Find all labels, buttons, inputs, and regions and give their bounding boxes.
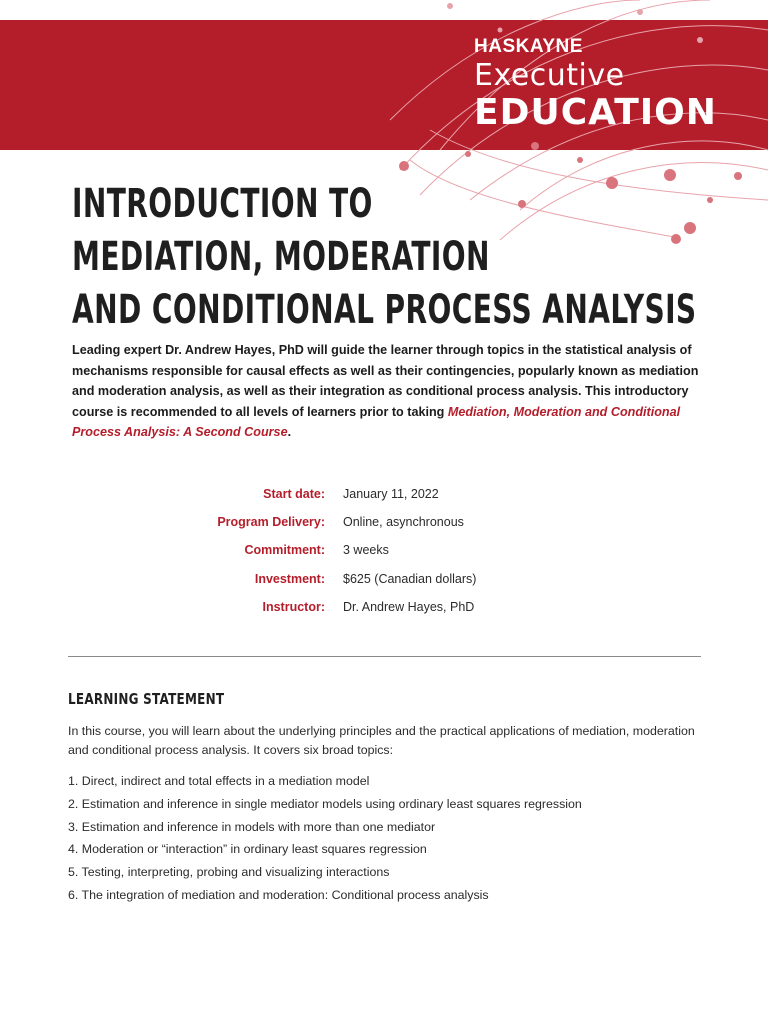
- fact-value: 3 weeks: [343, 543, 389, 558]
- page-title: [72, 178, 697, 337]
- intro-text: Leading expert Dr. Andrew Hayes, PhD will guide the learner through topics in the statistical analysis of mechanisms responsible for causal effects as well as their contingencies, popularly known as mediation and moderation analysis, as well as their integration as conditional process analysis. This introductory course is recommended to all levels of learners prior to taking: [72, 343, 699, 419]
- fact-label: Program Delivery:: [217, 515, 325, 530]
- logo-haskayne: HASKAYNE: [474, 36, 583, 57]
- fact-value: $625 (Canadian dollars): [343, 571, 477, 586]
- fact-label: Commitment:: [244, 543, 325, 558]
- list-item: 6. The integration of mediation and moderation: Conditional process analysis: [68, 887, 489, 902]
- fact-value: January 11, 2022: [343, 487, 439, 502]
- list-item: 4. Moderation or “interaction” in ordinary least squares regression: [68, 842, 427, 857]
- fact-instructor: [150, 593, 650, 621]
- course-facts: [150, 480, 650, 621]
- haskayne-logo: [474, 36, 717, 132]
- title-line: AND CONDITIONAL PROCESS ANALYSIS: [72, 287, 697, 333]
- fact-program-delivery: [150, 508, 650, 536]
- intro-paragraph: [72, 340, 712, 443]
- section-divider: [68, 656, 701, 657]
- intro-end: .: [287, 425, 292, 439]
- fact-value: Dr. Andrew Hayes, PhD: [343, 599, 475, 614]
- learning-statement-text: In this course, you will learn about the underlying principles and the practical applications of mediation, moderation and conditional process analysis. It covers six broad topics:: [68, 724, 695, 757]
- fact-label: Instructor:: [262, 599, 325, 614]
- fact-commitment: [150, 536, 650, 564]
- logo-executive: Executive: [474, 58, 625, 93]
- fact-investment: [150, 565, 650, 593]
- fact-label: Investment:: [254, 571, 325, 586]
- list-item: 2. Estimation and inference in single mediator models using ordinary least squares regression: [68, 796, 582, 811]
- fact-label: Start date:: [263, 487, 325, 502]
- title-line: MEDIATION, MODERATION: [72, 234, 490, 280]
- fact-start-date: [150, 480, 650, 508]
- list-item: 3. Estimation and inference in models with more than one mediator: [68, 819, 436, 834]
- fact-value: Online, asynchronous: [343, 515, 464, 530]
- list-item: 1. Direct, indirect and total effects in a mediation model: [68, 774, 370, 788]
- title-line: INTRODUCTION TO: [72, 181, 373, 227]
- learning-statement-heading: LEARNING STATEMENT: [68, 690, 225, 708]
- list-item: 5. Testing, interpreting, probing and visualizing interactions: [68, 865, 390, 880]
- topics-list: [68, 770, 582, 907]
- second-course-link[interactable]: Mediation, Moderation and Conditional Process Analysis: A Second Course: [72, 404, 681, 439]
- logo-education: EDUCATION: [474, 92, 717, 133]
